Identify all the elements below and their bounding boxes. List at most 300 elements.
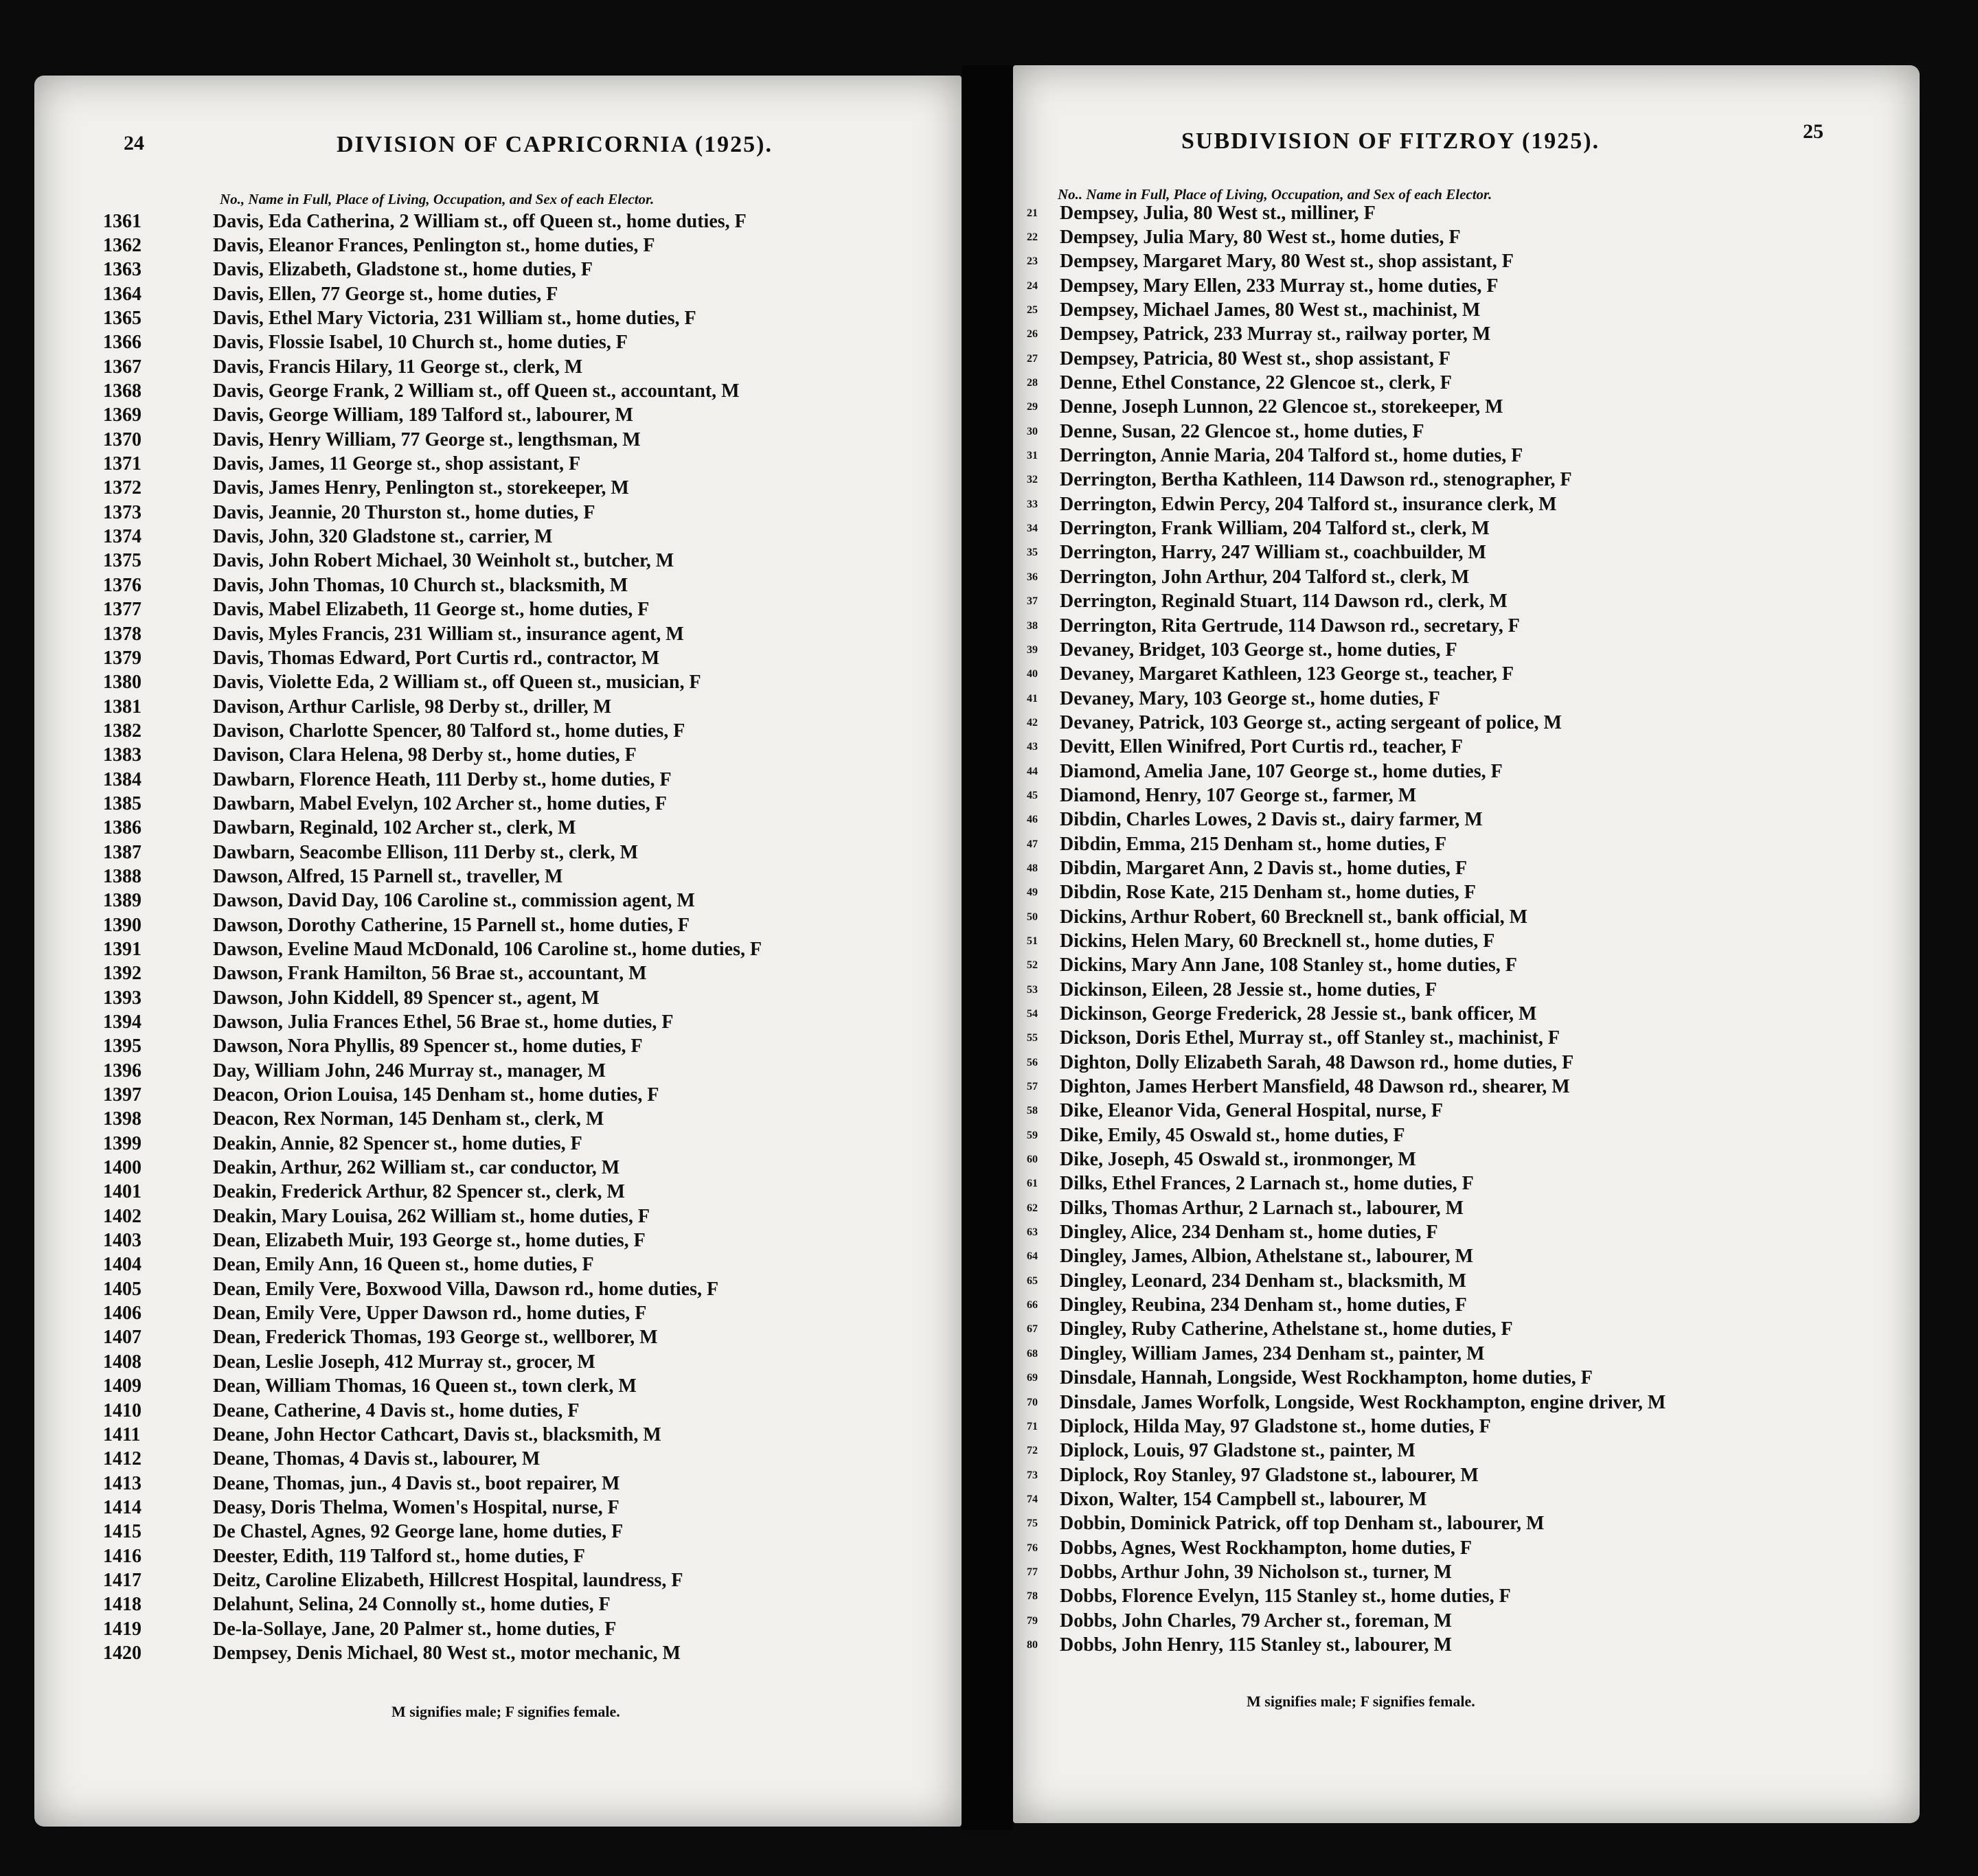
elector-details: Davis, Myles Francis, 231 William st., insurance agent, M — [213, 623, 684, 645]
elector-entry — [103, 209, 762, 233]
elector-details: Dawson, David Day, 106 Caroline st., commission agent, M — [213, 890, 695, 912]
elector-number: 27 — [1027, 352, 1038, 365]
elector-number: 65 — [1027, 1274, 1038, 1287]
elector-details: Dickson, Doris Ethel, Murray st., off Stanley st., machinist, F — [1060, 1027, 1560, 1049]
elector-number: 51 — [1027, 935, 1038, 947]
elector-number: 1402 — [103, 1205, 141, 1227]
left-page-number: 24 — [124, 132, 144, 155]
elector-number: 57 — [1027, 1081, 1038, 1093]
elector-details: Davis, Mabel Elizabeth, 11 George st., home duties, F — [213, 599, 650, 621]
elector-number: 1397 — [103, 1084, 141, 1106]
elector-number: 1400 — [103, 1157, 141, 1179]
elector-number: 1372 — [103, 477, 141, 499]
elector-number: 1385 — [103, 792, 141, 814]
elector-details: Denne, Susan, 22 Glencoe st., home duties, F — [1060, 420, 1424, 442]
elector-entry — [1027, 1075, 1666, 1099]
elector-number: 1395 — [103, 1036, 141, 1057]
elector-number: 1369 — [103, 404, 141, 426]
elector-entry — [103, 428, 762, 452]
elector-entry — [103, 1544, 762, 1568]
elector-number: 1365 — [103, 308, 141, 330]
elector-number: 31 — [1027, 450, 1038, 462]
elector-entry — [1027, 711, 1666, 735]
elector-details: Davis, Thomas Edward, Port Curtis rd., contractor, M — [213, 647, 660, 669]
elector-entry — [1027, 323, 1666, 347]
elector-details: Dean, Elizabeth Muir, 193 George st., home duties, F — [213, 1230, 646, 1252]
elector-number: 39 — [1027, 643, 1038, 656]
elector-details: Davis, Flossie Isabel, 10 Church st., home duties, F — [213, 332, 628, 354]
elector-number: 1401 — [103, 1181, 141, 1203]
elector-details: Dobbs, Florence Evelyn, 115 Stanley st., home duties, F — [1060, 1586, 1511, 1608]
elector-entry — [1027, 1220, 1666, 1244]
elector-entry — [1027, 735, 1666, 759]
elector-details: Deakin, Mary Louisa, 262 William st., home duties, F — [213, 1205, 650, 1227]
elector-number: 1367 — [103, 356, 141, 378]
elector-number: 60 — [1027, 1154, 1038, 1166]
elector-entry — [1027, 614, 1666, 638]
elector-number: 43 — [1027, 741, 1038, 753]
elector-details: Dawson, Nora Phyllis, 89 Spencer st., home duties, F — [213, 1036, 643, 1057]
elector-details: Dibdin, Rose Kate, 215 Denham st., home duties, F — [1060, 882, 1476, 904]
elector-number: 34 — [1027, 523, 1038, 535]
elector-details: Dempsey, Denis Michael, 80 West st., motor mechanic, M — [213, 1642, 681, 1664]
left-page-title: DIVISION OF CAPRICORNIA (1925). — [337, 132, 773, 157]
elector-details: Derrington, John Arthur, 204 Talford st., clerk, M — [1060, 566, 1470, 588]
elector-number: 1414 — [103, 1496, 141, 1518]
elector-number: 38 — [1027, 619, 1038, 632]
elector-entry — [103, 1568, 762, 1592]
elector-entry — [1027, 1415, 1666, 1439]
elector-entry — [103, 622, 762, 646]
elector-details: Dickins, Mary Ann Jane, 108 Stanley st., home duties, F — [1060, 954, 1517, 976]
elector-number: 80 — [1027, 1638, 1038, 1651]
elector-number: 1404 — [103, 1254, 141, 1276]
elector-entry — [1027, 492, 1666, 516]
elector-entry — [1027, 516, 1666, 540]
elector-details: Dibdin, Emma, 215 Denham st., home duties, F — [1060, 833, 1447, 855]
elector-number: 1374 — [103, 526, 141, 548]
elector-number: 1361 — [103, 210, 141, 232]
elector-entry — [103, 1035, 762, 1059]
elector-details: Dawson, Eveline Maud McDonald, 106 Caroline st., home duties, F — [213, 938, 762, 960]
elector-number: 1375 — [103, 550, 141, 572]
elector-entry — [1027, 371, 1666, 395]
elector-entry — [1027, 832, 1666, 856]
elector-details: Derrington, Frank William, 204 Talford st., clerk, M — [1060, 518, 1490, 540]
elector-details: Dinsdale, Hannah, Longside, West Rockhampton, home duties, F — [1060, 1367, 1593, 1389]
elector-details: Dean, Frederick Thomas, 193 George st., wellborer, M — [213, 1327, 658, 1349]
elector-number: 1406 — [103, 1303, 141, 1325]
elector-entry — [103, 1180, 762, 1204]
elector-entry — [1027, 1318, 1666, 1342]
elector-details: Davis, Jeannie, 20 Thurston st., home duties, F — [213, 501, 595, 523]
elector-details: Dawson, Frank Hamilton, 56 Brae st., accountant, M — [213, 963, 647, 985]
elector-entry — [1027, 420, 1666, 444]
elector-details: Deane, Thomas, 4 Davis st., labourer, M — [213, 1448, 541, 1470]
elector-entry — [1027, 978, 1666, 1002]
elector-entry — [103, 1204, 762, 1228]
elector-number: 1415 — [103, 1521, 141, 1543]
right-page-footer: M signifies male; F signifies female. — [1247, 1693, 1475, 1710]
elector-details: Davis, Eleanor Frances, Penlington st., home duties, F — [213, 235, 655, 257]
elector-entry — [1027, 929, 1666, 953]
elector-number: 26 — [1027, 328, 1038, 341]
elector-details: Dobbs, Agnes, West Rockhampton, home duties, F — [1060, 1537, 1473, 1559]
elector-number: 42 — [1027, 716, 1038, 729]
elector-details: Dobbin, Dominick Patrick, off top Denham st., labourer, M — [1060, 1513, 1545, 1535]
elector-entry — [103, 671, 762, 695]
elector-entry — [1027, 444, 1666, 468]
elector-entry — [1027, 1002, 1666, 1026]
elector-details: Dingley, James, Albion, Athelstane st., labourer, M — [1060, 1246, 1474, 1268]
elector-details: Deakin, Frederick Arthur, 82 Spencer st., clerk, M — [213, 1181, 625, 1203]
elector-entry — [1027, 759, 1666, 783]
elector-details: Davis, Ethel Mary Victoria, 231 William st., home duties, F — [213, 308, 696, 330]
elector-number: 74 — [1027, 1493, 1038, 1505]
elector-entry — [1027, 687, 1666, 711]
elector-details: De-la-Sollaye, Jane, 20 Palmer st., home duties, F — [213, 1618, 617, 1640]
elector-details: Dempsey, Michael James, 80 West st., machinist, M — [1060, 299, 1481, 321]
elector-number: 1412 — [103, 1448, 141, 1470]
elector-details: Davis, George Frank, 2 William st., off Queen st., accountant, M — [213, 380, 740, 402]
elector-number: 75 — [1027, 1518, 1038, 1530]
elector-number: 1386 — [103, 817, 141, 839]
elector-entry — [1027, 1245, 1666, 1269]
elector-number: 55 — [1027, 1032, 1038, 1044]
elector-entry — [103, 1641, 762, 1665]
elector-number: 1371 — [103, 453, 141, 475]
elector-details: Dighton, Dolly Elizabeth Sarah, 48 Dawson rd., home duties, F — [1060, 1051, 1574, 1073]
elector-number: 1418 — [103, 1594, 141, 1616]
elector-number: 1416 — [103, 1545, 141, 1567]
elector-number: 72 — [1027, 1445, 1038, 1457]
elector-details: Dawson, Alfred, 15 Parnell st., traveller, M — [213, 865, 563, 887]
elector-entry — [103, 962, 762, 986]
elector-entry — [103, 573, 762, 597]
right-column-heading: No.. Name in Full, Place of Living, Occupation, and Sex of each Elector. — [1058, 186, 1492, 203]
elector-entry — [103, 840, 762, 865]
elector-details: Deane, Thomas, jun., 4 Davis st., boot repairer, M — [213, 1472, 620, 1494]
elector-number: 40 — [1027, 668, 1038, 680]
elector-details: Diplock, Hilda May, 97 Gladstone st., home duties, F — [1060, 1415, 1491, 1437]
elector-entry — [1027, 1172, 1666, 1196]
elector-entry — [1027, 1391, 1666, 1415]
elector-details: Devaney, Patrick, 103 George st., acting sergeant of police, M — [1060, 711, 1562, 733]
elector-details: Deakin, Annie, 82 Spencer st., home duties, F — [213, 1132, 582, 1154]
elector-entry — [103, 1228, 762, 1252]
elector-entry — [1027, 1196, 1666, 1220]
elector-number: 1403 — [103, 1230, 141, 1252]
elector-details: Dickins, Arthur Robert, 60 Brecknell st., bank official, M — [1060, 906, 1528, 928]
elector-number: 56 — [1027, 1056, 1038, 1068]
elector-number: 1377 — [103, 599, 141, 621]
elector-entry — [1027, 468, 1666, 492]
elector-details: Dingley, Reubina, 234 Denham st., home duties, F — [1060, 1294, 1467, 1316]
elector-number: 23 — [1027, 255, 1038, 268]
elector-number: 25 — [1027, 304, 1038, 317]
elector-number: 1407 — [103, 1327, 141, 1349]
elector-details: Dingley, William James, 234 Denham st., painter, M — [1060, 1342, 1485, 1364]
elector-details: Davis, Violette Eda, 2 William st., off Queen st., musician, F — [213, 672, 701, 694]
elector-details: Dawbarn, Mabel Evelyn, 102 Archer st., home duties, F — [213, 792, 667, 814]
elector-entry — [1027, 1123, 1666, 1147]
elector-number: 68 — [1027, 1347, 1038, 1360]
elector-details: Diamond, Henry, 107 George st., farmer, M — [1060, 784, 1417, 806]
elector-number: 1411 — [103, 1423, 141, 1445]
elector-details: Derrington, Harry, 247 William st., coachbuilder, M — [1060, 542, 1486, 564]
elector-entry — [1027, 1269, 1666, 1293]
elector-details: Davis, James, 11 George st., shop assistant, F — [213, 453, 581, 475]
elector-entry — [103, 1399, 762, 1423]
elector-details: Dickinson, Eileen, 28 Jessie st., home duties, F — [1060, 979, 1437, 1000]
elector-details: Dike, Emily, 45 Oswald st., home duties, F — [1060, 1124, 1405, 1146]
elector-details: Dike, Eleanor Vida, General Hospital, nurse, F — [1060, 1100, 1443, 1122]
elector-number: 67 — [1027, 1323, 1038, 1336]
elector-details: Dingley, Ruby Catherine, Athelstane st., home duties, F — [1060, 1318, 1513, 1340]
elector-number: 64 — [1027, 1250, 1038, 1263]
elector-entry — [103, 695, 762, 719]
elector-details: Diamond, Amelia Jane, 107 George st., home duties, F — [1060, 760, 1503, 782]
right-page-number: 25 — [1803, 120, 1823, 143]
elector-number: 30 — [1027, 425, 1038, 437]
elector-details: Dobbs, John Charles, 79 Archer st., foreman, M — [1060, 1610, 1452, 1632]
elector-details: Dighton, James Herbert Mansfield, 48 Dawson rd., shearer, M — [1060, 1076, 1570, 1098]
elector-details: Dawson, Julia Frances Ethel, 56 Brae st., home duties, F — [213, 1011, 674, 1033]
elector-details: Deane, John Hector Cathcart, Davis st., blacksmith, M — [213, 1423, 661, 1445]
elector-number: 1366 — [103, 332, 141, 354]
elector-entry — [1027, 1147, 1666, 1171]
left-page-footer: M signifies male; F signifies female. — [391, 1703, 620, 1720]
elector-number: 76 — [1027, 1542, 1038, 1554]
elector-entry — [103, 1010, 762, 1034]
elector-details: Dempsey, Patrick, 233 Murray st., railway porter, M — [1060, 323, 1491, 345]
elector-number: 1364 — [103, 283, 141, 305]
elector-details: Deane, Catherine, 4 Davis st., home duties, F — [213, 1399, 580, 1421]
elector-number: 1376 — [103, 574, 141, 596]
elector-number: 1410 — [103, 1399, 141, 1421]
elector-entry — [1027, 1536, 1666, 1560]
elector-entry — [103, 1132, 762, 1156]
elector-details: Dempsey, Patricia, 80 West st., shop assistant, F — [1060, 347, 1451, 369]
elector-entry — [1027, 1487, 1666, 1511]
elector-details: Derrington, Annie Maria, 204 Talford st., home duties, F — [1060, 445, 1523, 467]
elector-details: Devaney, Margaret Kathleen, 123 George st., teacher, F — [1060, 663, 1514, 685]
elector-details: Dilks, Thomas Arthur, 2 Larnach st., labourer, M — [1060, 1197, 1464, 1219]
left-page — [34, 76, 962, 1827]
elector-details: Dibdin, Margaret Ann, 2 Davis st., home duties, F — [1060, 857, 1467, 879]
elector-entry — [1027, 1051, 1666, 1075]
book-gutter — [962, 65, 1013, 1830]
elector-details: Dingley, Leonard, 234 Denham st., blacksmith, M — [1060, 1270, 1466, 1292]
elector-details: Devaney, Mary, 103 George st., home duties, F — [1060, 687, 1440, 709]
elector-entry — [1027, 1293, 1666, 1317]
elector-number: 79 — [1027, 1614, 1038, 1627]
elector-entry — [103, 865, 762, 889]
elector-number: 1362 — [103, 235, 141, 257]
elector-details: Deacon, Rex Norman, 145 Denham st., clerk, M — [213, 1108, 604, 1130]
elector-number: 1379 — [103, 647, 141, 669]
elector-details: Dickins, Helen Mary, 60 Brecknell st., home duties, F — [1060, 930, 1495, 952]
elector-number: 1396 — [103, 1060, 141, 1082]
elector-number: 73 — [1027, 1469, 1038, 1481]
elector-entry — [103, 889, 762, 913]
elector-entry — [103, 1448, 762, 1472]
elector-entry — [1027, 1099, 1666, 1123]
elector-entry — [103, 1423, 762, 1447]
elector-entry — [1027, 1512, 1666, 1536]
elector-number: 53 — [1027, 983, 1038, 996]
elector-entry — [103, 937, 762, 961]
elector-entry — [103, 233, 762, 258]
elector-entry — [103, 986, 762, 1010]
elector-entry — [103, 1593, 762, 1617]
elector-details: Dawbarn, Seacombe Ellison, 111 Derby st., clerk, M — [213, 841, 639, 863]
elector-details: Deitz, Caroline Elizabeth, Hillcrest Hospital, laundress, F — [213, 1569, 683, 1591]
elector-entry — [1027, 590, 1666, 614]
elector-entry — [1027, 1463, 1666, 1487]
elector-entry — [103, 719, 762, 743]
elector-details: Dixon, Walter, 154 Campbell st., labourer, M — [1060, 1488, 1427, 1510]
elector-number: 36 — [1027, 571, 1038, 583]
elector-details: Davis, Eda Catherina, 2 William st., off Queen st., home duties, F — [213, 210, 747, 232]
elector-details: Davis, Henry William, 77 George st., lengthsman, M — [213, 428, 641, 450]
elector-number: 44 — [1027, 765, 1038, 777]
elector-details: Dempsey, Mary Ellen, 233 Murray st., home duties, F — [1060, 275, 1499, 297]
elector-details: Derrington, Rita Gertrude, 114 Dawson rd., secretary, F — [1060, 615, 1520, 637]
elector-entry — [103, 1301, 762, 1325]
elector-number: 1381 — [103, 696, 141, 718]
elector-entry — [103, 1326, 762, 1350]
elector-number: 62 — [1027, 1202, 1038, 1214]
elector-details: Dike, Joseph, 45 Oswald st., ironmonger, M — [1060, 1149, 1416, 1171]
elector-entry — [103, 1083, 762, 1107]
elector-details: Devitt, Ellen Winifred, Port Curtis rd., teacher, F — [1060, 736, 1463, 758]
elector-entry — [103, 355, 762, 379]
elector-number: 1391 — [103, 938, 141, 960]
elector-details: De Chastel, Agnes, 92 George lane, home duties, F — [213, 1521, 624, 1543]
elector-entry — [1027, 201, 1666, 225]
elector-entry — [1027, 783, 1666, 808]
elector-entry — [103, 1375, 762, 1399]
elector-details: Davis, John Robert Michael, 30 Weinholt st., butcher, M — [213, 550, 674, 572]
elector-details: Dingley, Alice, 234 Denham st., home duties, F — [1060, 1222, 1438, 1244]
elector-number: 1409 — [103, 1375, 141, 1397]
elector-details: Davis, George William, 189 Talford st., labourer, M — [213, 404, 633, 426]
elector-entry — [103, 258, 762, 282]
elector-number: 1417 — [103, 1569, 141, 1591]
elector-entry — [1027, 1027, 1666, 1051]
elector-details: Derrington, Reginald Stuart, 114 Dawson rd., clerk, M — [1060, 591, 1508, 613]
elector-entry — [1027, 663, 1666, 687]
elector-entry — [103, 404, 762, 428]
elector-number: 28 — [1027, 377, 1038, 389]
elector-entry — [103, 501, 762, 525]
elector-number: 1398 — [103, 1108, 141, 1130]
elector-details: Dempsey, Margaret Mary, 80 West st., shop assistant, F — [1060, 251, 1514, 273]
elector-entry — [103, 331, 762, 355]
elector-details: Davis, Elizabeth, Gladstone st., home duties, F — [213, 259, 593, 281]
elector-entry — [103, 282, 762, 306]
elector-number: 21 — [1027, 207, 1038, 219]
elector-details: Davison, Charlotte Spencer, 80 Talford st., home duties, F — [213, 720, 685, 742]
elector-number: 1390 — [103, 914, 141, 936]
elector-number: 54 — [1027, 1008, 1038, 1020]
elector-entry — [1027, 856, 1666, 880]
elector-details: Dinsdale, James Worfolk, Longside, West Rockhampton, engine driver, M — [1060, 1391, 1666, 1413]
elector-entry — [1027, 347, 1666, 371]
elector-details: Dean, Emily Ann, 16 Queen st., home duties, F — [213, 1254, 594, 1276]
elector-number: 35 — [1027, 547, 1038, 559]
elector-details: Deasy, Doris Thelma, Women's Hospital, nurse, F — [213, 1496, 619, 1518]
elector-number: 48 — [1027, 862, 1038, 874]
elector-details: Denne, Ethel Constance, 22 Glencoe st., clerk, F — [1060, 372, 1452, 394]
elector-number: 1392 — [103, 963, 141, 985]
elector-entry — [1027, 1366, 1666, 1391]
elector-number: 1389 — [103, 890, 141, 912]
elector-details: Davis, Ellen, 77 George st., home duties, F — [213, 283, 558, 305]
elector-entry — [103, 1059, 762, 1083]
elector-details: Davis, John, 320 Gladstone st., carrier, M — [213, 526, 553, 548]
elector-entry — [1027, 1609, 1666, 1633]
right-entry-list — [1027, 201, 1666, 1658]
left-column-heading: No., Name in Full, Place of Living, Occupation, and Sex of each Elector. — [220, 191, 655, 207]
elector-number: 1368 — [103, 380, 141, 402]
elector-number: 1420 — [103, 1642, 141, 1664]
elector-number: 50 — [1027, 911, 1038, 923]
elector-details: Davison, Arthur Carlisle, 98 Derby st., driller, M — [213, 696, 612, 718]
elector-number: 1394 — [103, 1011, 141, 1033]
elector-entry — [103, 306, 762, 330]
elector-details: Dawson, John Kiddell, 89 Spencer st., agent, M — [213, 987, 600, 1009]
elector-number: 33 — [1027, 498, 1038, 510]
elector-details: Dibdin, Charles Lowes, 2 Davis st., dairy farmer, M — [1060, 809, 1483, 831]
elector-entry — [1027, 638, 1666, 662]
elector-entry — [103, 379, 762, 403]
elector-number: 1408 — [103, 1351, 141, 1373]
elector-details: Denne, Joseph Lunnon, 22 Glencoe st., storekeeper, M — [1060, 396, 1503, 418]
left-entry-list — [103, 209, 762, 1666]
elector-entry — [1027, 541, 1666, 565]
elector-details: Davison, Clara Helena, 98 Derby st., home duties, F — [213, 744, 637, 766]
elector-details: Dickinson, George Frederick, 28 Jessie st., bank officer, M — [1060, 1003, 1537, 1025]
elector-number: 1363 — [103, 259, 141, 281]
elector-details: Dobbs, John Henry, 115 Stanley st., labourer, M — [1060, 1634, 1452, 1656]
elector-number: 1383 — [103, 744, 141, 766]
elector-entry — [103, 768, 762, 792]
elector-entry — [103, 1108, 762, 1132]
elector-entry — [103, 598, 762, 622]
elector-number: 32 — [1027, 474, 1038, 486]
elector-number: 22 — [1027, 231, 1038, 244]
elector-details: Dobbs, Arthur John, 39 Nicholson st., turner, M — [1060, 1561, 1452, 1583]
elector-number: 24 — [1027, 279, 1038, 292]
right-page — [1013, 65, 1920, 1823]
elector-number: 66 — [1027, 1299, 1038, 1312]
elector-number: 1387 — [103, 841, 141, 863]
elector-entry — [1027, 396, 1666, 420]
elector-number: 29 — [1027, 401, 1038, 413]
elector-entry — [1027, 298, 1666, 322]
elector-entry — [103, 913, 762, 937]
elector-number: 1380 — [103, 672, 141, 694]
elector-details: Dean, Emily Vere, Upper Dawson rd., home duties, F — [213, 1303, 647, 1325]
elector-details: Derrington, Bertha Kathleen, 114 Dawson rd., stenographer, F — [1060, 469, 1572, 491]
elector-number: 1393 — [103, 987, 141, 1009]
elector-number: 71 — [1027, 1420, 1038, 1432]
elector-number: 1378 — [103, 623, 141, 645]
elector-entry — [1027, 808, 1666, 832]
elector-details: Dawbarn, Reginald, 102 Archer st., clerk, M — [213, 817, 576, 839]
